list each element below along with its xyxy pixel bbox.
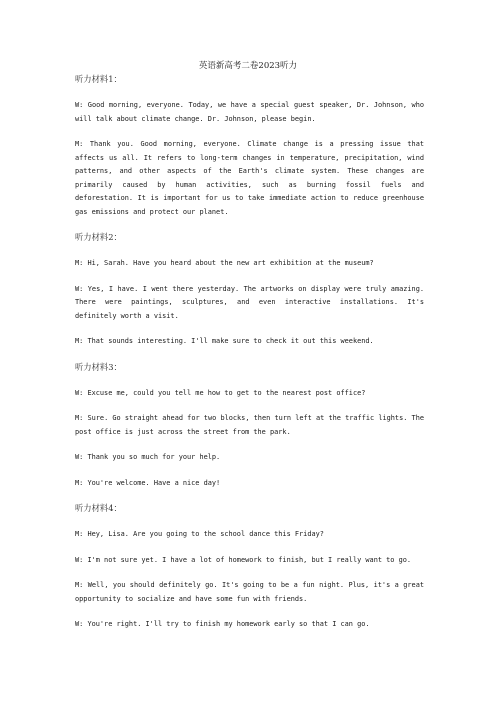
- section-heading: 听力材料2：: [75, 232, 122, 242]
- dialogue-paragraph: M: You're welcome. Have a nice day!: [75, 478, 221, 487]
- section-1: [75, 73, 424, 219]
- dialogue-paragraph: W: Excuse me, could you tell me how to get to the nearest post office?: [75, 388, 366, 397]
- document-body: [75, 73, 424, 632]
- dialogue-paragraph: M: Sure. Go straight ahead for two blocks, then turn left at the traffic lights. The post office is just across the street from the park.: [75, 414, 424, 436]
- dialogue-paragraph: W: I'm not sure yet. I have a lot of homework to finish, but I really want to go.: [75, 555, 412, 564]
- dialogue-paragraph: M: Thank you. Good morning, everyone. Climate change is a pressing issue that affects us all. It refers to long-term changes in temperature, precipitation, wind patterns, and other aspects of the Earth's climate system. These changes are primarily caused by human activities, such as burning fossil fuels and deforestation. It is important for us to take immediate action to reduce greenhouse gas emissions and protect our planet.: [75, 140, 424, 216]
- document-title: 英语新高考二卷2023听力: [198, 61, 298, 71]
- dialogue-paragraph: W: You're right. I'll try to finish my homework early so that I can go.: [75, 620, 370, 628]
- dialogue-paragraph: M: Hi, Sarah. Have you heard about the new art exhibition at the museum?: [75, 259, 374, 267]
- section-4: [75, 502, 424, 632]
- section-heading: 听力材料3：: [75, 361, 122, 372]
- dialogue-paragraph: M: Well, you should definitely go. It's going to be a fun night. Plus, it's a great opportunity to socialize and have some fun with friends.: [75, 581, 424, 603]
- section-2: [75, 231, 424, 349]
- dialogue-paragraph: W: Good morning, everyone. Today, we have a special guest speaker, Dr. Johnson, who will talk about climate change. Dr. Johnson, please begin.: [75, 101, 424, 123]
- dialogue-paragraph: M: Hey, Lisa. Are you going to the school dance this Friday?: [75, 530, 324, 538]
- section-3: [75, 361, 424, 491]
- dialogue-paragraph: W: Thank you so much for your help.: [75, 453, 221, 461]
- dialogue-paragraph: M: That sounds interesting. I'll make sure to check it out this weekend.: [75, 337, 374, 345]
- section-heading: 听力材料1：: [75, 74, 122, 84]
- section-heading: 听力材料4：: [75, 503, 122, 513]
- dialogue-paragraph: W: Yes, I have. I went there yesterday. The artworks on display were truly amazing. There were paintings, sculptures, and even interactive installations. It's definitely worth a visit.: [75, 284, 424, 320]
